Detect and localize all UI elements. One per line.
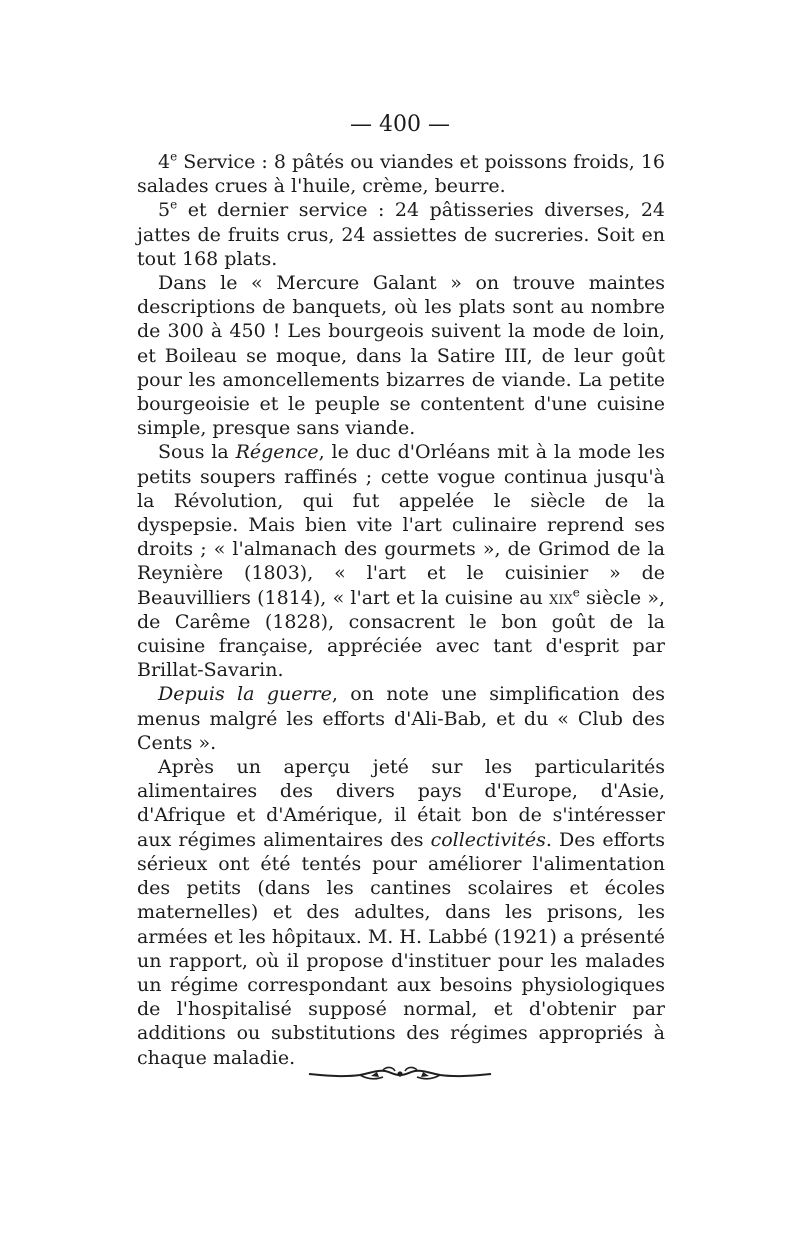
text-run: Sous la xyxy=(158,441,236,464)
text-run: 4 xyxy=(158,151,171,173)
tailpiece-ornament-icon xyxy=(305,1060,495,1086)
text-run: Régence xyxy=(235,441,319,464)
text-run: e xyxy=(572,585,580,600)
text-run: et dernier service : 24 pâtisseries diverses, 24 jattes de fruits crus, 24 assiettes de sucreries. Soit en tout 168 plats. xyxy=(137,199,665,270)
body-text xyxy=(137,150,665,1070)
text-run: , on note une simplification des menus malgré les efforts d'Ali-Bab, et du « Club des Cents ». xyxy=(137,683,665,754)
text-run: e xyxy=(170,198,178,213)
paragraph-service-5 xyxy=(137,198,665,271)
paragraph-mercure-galant xyxy=(137,271,665,440)
paragraph-depuis-la-guerre xyxy=(137,682,665,755)
text-run: . Des efforts sérieux ont été tentés pour améliorer l'alimentation des petits (dans les cantines scolaires et écoles maternelles) et des adultes, dans les prisons, les armées et les hôpitaux. M. H. Labbé (1921) a présenté un rapport, où il propose d'instituer pour les malades un régime correspondant aux besoins physiologiques de l'hospitalisé supposé normal, et d'obtenir par additions ou substitutions des régimes appropriés à chaque maladie. xyxy=(137,828,665,1069)
text-run: e xyxy=(170,149,178,164)
text-run: , le duc d'Orléans mit à la mode les petits soupers raffinés ; cette vogue continua jusqu'à la Révolution, qui fut appelée le siècle de la dyspepsie. Mais bien vite l'art culinaire reprend ses droits ; « l'almanach des gourmets », de Grimod de la Reynière (1803), « l'art et le cuisinier » de Beauvilliers (1814), « l'art et la cuisine au xyxy=(137,441,665,609)
text-run: 5 xyxy=(158,199,171,222)
text-run: Après un aperçu jeté sur les particularités alimentaires des divers pays d'Europe, d'Asie, d'Afrique et d'Amérique, il était bon de s'intéresser aux régimes alimentaires des xyxy=(137,756,665,851)
page-number: — 400 — xyxy=(350,112,450,137)
text-run: xix xyxy=(549,586,573,609)
paragraph-service-4 xyxy=(137,150,665,198)
paragraph-collectivites xyxy=(137,755,665,1070)
text-run: Dans le « Mercure Galant » on trouve maintes descriptions de banquets, où les plats sont au nombre de 300 à 450 ! Les bourgeois suivent la mode de loin, et Boileau se moque, dans la Satire III, de leur goût pour les amoncellements bizarres de viande. La petite bourgeoisie et le peuple se contentent d'une cuisine simple, presque sans viande. xyxy=(137,272,665,440)
text-run: siècle », de Carême (1828), consacrent le bon goût de la cuisine française, appréciée avec tant d'esprit par Brillat-Savarin. xyxy=(137,586,665,682)
text-run: collectivités xyxy=(430,828,546,851)
text-run: Depuis la guerre xyxy=(158,683,332,706)
paragraph-regence xyxy=(137,440,665,682)
text-run: Service : 8 pâtés ou viandes et poissons froids, 16 salades crues à l'huile, crème, beurre. xyxy=(137,151,665,198)
